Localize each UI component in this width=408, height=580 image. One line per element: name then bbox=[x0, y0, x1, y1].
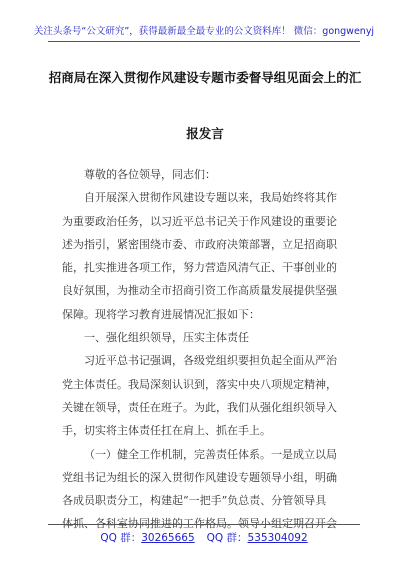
qq-group-number: 535304092 bbox=[247, 532, 308, 544]
body-line: 保障。现将学习教育进展情况汇报如下： bbox=[62, 307, 260, 321]
subsection-heading: （一）健全工作机制，完善责任体系。一是成立以局 bbox=[84, 447, 337, 461]
header-divider bbox=[48, 41, 360, 42]
body-line: 关键在领导，责任在班子。为此，我们从强化组织领导入 bbox=[62, 400, 337, 414]
footer-divider bbox=[48, 524, 360, 525]
header-note: 关注头条号“公文研究”，获得最新最全最专业的公文资料库！ 微信：gongwenyj bbox=[33, 26, 375, 37]
body-line: 能，扎实推进各项工作，努力营造风清气正、干事创业的 bbox=[62, 261, 337, 275]
qq-group-number: 30265665 bbox=[141, 532, 195, 544]
document-title-line-1: 招商局在深入贯彻作风建设专题市委督导组见面会上的汇 bbox=[48, 70, 362, 85]
section-heading: 一、强化组织领导，压实主体责任 bbox=[84, 331, 249, 345]
body-line: 习近平总书记强调，各级党组织要担负起全面从严治 bbox=[84, 354, 337, 368]
body-line: 为重要政治任务，以习近平总书记关于作风建设的重要论 bbox=[62, 214, 337, 228]
body-line: 述为指引，紧密围绕市委、市政府决策部署，立足招商职 bbox=[62, 237, 337, 251]
body-line: 体抓、各科室协同推进的工作格局。领导小组定期召开会 bbox=[62, 517, 337, 531]
body-line: 党主体责任。我局深刻认识到，落实中央八项规定精神， bbox=[62, 377, 337, 391]
footer bbox=[0, 530, 408, 545]
salutation: 尊敬的各位领导，同志们： bbox=[84, 168, 216, 181]
body-line: 手，切实将主体责任扛在肩上、抓在手上。 bbox=[62, 424, 271, 438]
qq-group-label: QQ 群： bbox=[206, 532, 248, 544]
body-line: 良好氛围，为推动全市招商引资工作高质量发展提供坚强 bbox=[62, 284, 337, 298]
document-body bbox=[62, 163, 352, 536]
qq-group-label: QQ 群： bbox=[100, 532, 142, 544]
body-line: 各成员职责分工，构建起“一把手”负总责、分管领导具 bbox=[62, 494, 327, 508]
document-title-line-2: 报发言 bbox=[186, 126, 224, 141]
body-line: 自开展深入贯彻作风建设专题以来，我局始终将其作 bbox=[84, 191, 337, 205]
body-line: 党组书记为组长的深入贯彻作风建设专题领导小组，明确 bbox=[62, 470, 337, 484]
